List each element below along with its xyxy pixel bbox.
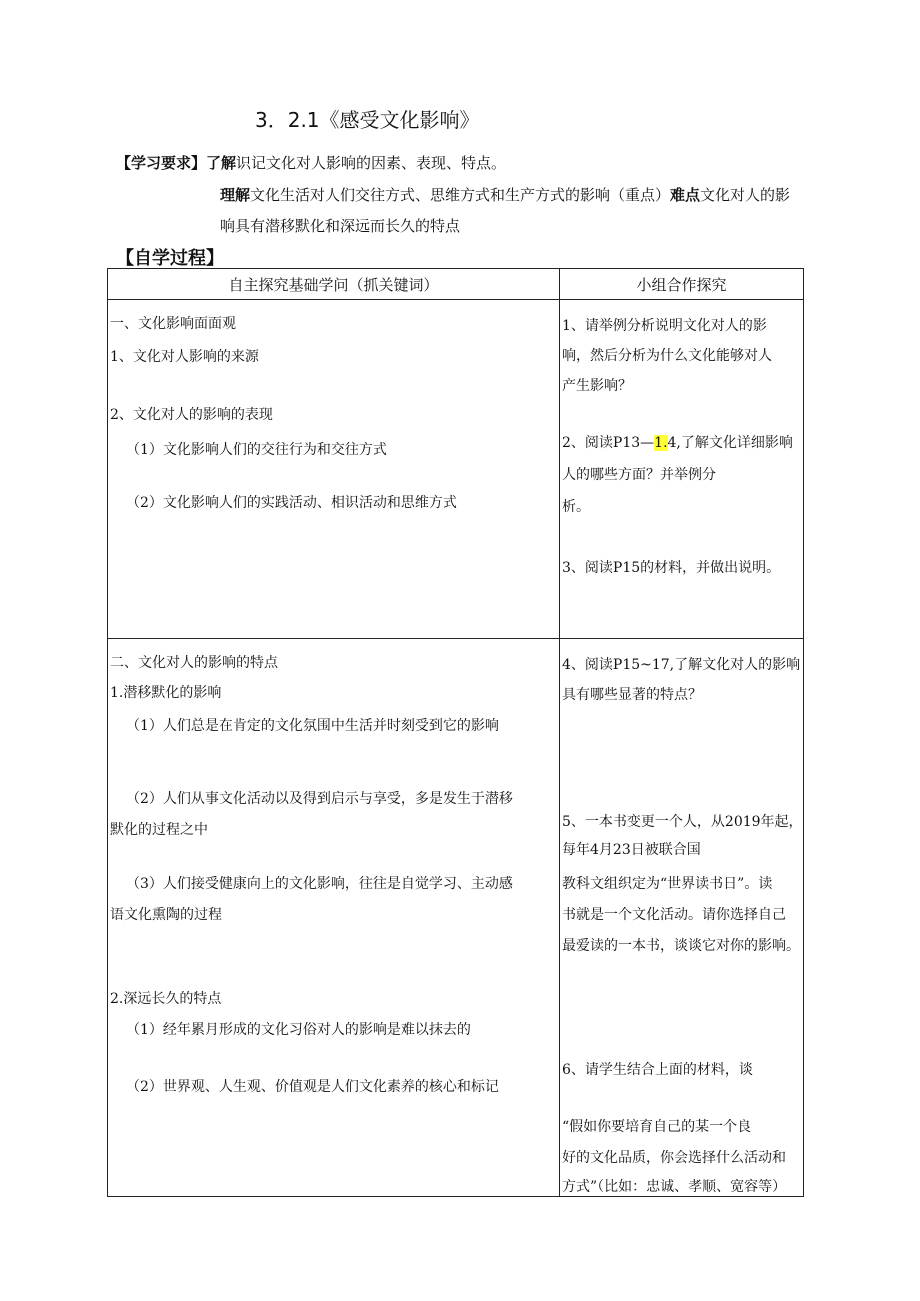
- table-row: [108, 300, 804, 639]
- req-line2-text: 文化生活对人们交往方式、思维方式和生产方式的影响（重点）: [250, 186, 671, 204]
- row2-right-cell: [560, 639, 804, 1197]
- row2-left-cell: [108, 639, 560, 1197]
- q1-line: 响，然后分析为什么文化能够对人: [562, 348, 772, 364]
- q1-line: 产生影响？: [562, 378, 632, 394]
- q2-post: 4,了解文化详细影响: [667, 435, 793, 451]
- row2-left-line: （3）人们接受健康向上的文化影响，往往是自觉学习、主动感: [126, 876, 513, 892]
- row2-left-line: 默化的过程之中: [110, 822, 208, 838]
- row2-left-line: （1）人们总是在肯定的文化氛围中生活并时刻受到它的影响: [126, 718, 499, 734]
- row2-right-line: 具有哪些显著的特点？: [562, 687, 702, 703]
- req-line1-text: 识记文化对人影响的因素、表现、特点。: [236, 154, 507, 172]
- table-row: [108, 639, 804, 1197]
- row1-left-line: 2、文化对人的影响的表现: [110, 407, 273, 423]
- q3-line: 3、阅读P15的材料，并做出说明。: [562, 560, 781, 576]
- section-title: 【自学过程】: [116, 248, 224, 269]
- study-table: [107, 268, 804, 1197]
- page-title: 3．2.1《感受文化影响》: [255, 108, 480, 132]
- row2-right-line: 5、一本书变更一个人，从2019年起，: [562, 814, 803, 830]
- col1-header: 自主探究基础学问（抓关键词）: [108, 269, 560, 300]
- row2-right-line: 4、阅读P15~17,了解文化对人的影响: [562, 657, 801, 673]
- requirements-line-2: [220, 184, 790, 205]
- highlighted-text: 1.: [654, 435, 668, 451]
- requirements-line-3: 响具有潜移默化和深远而长久的特点: [220, 217, 461, 235]
- req-difficulty-label: 难点: [670, 186, 701, 204]
- requirements-label: 【学习要求】: [116, 154, 207, 172]
- row1-left-line: 1、文化对人影响的来源: [110, 349, 259, 365]
- col2-header: 小组合作探究: [560, 269, 804, 300]
- row1-right-cell: [560, 300, 804, 639]
- req-line2-text-b: 文化对人的影: [700, 186, 791, 204]
- row2-left-line: 1.潜移默化的影响: [110, 685, 222, 701]
- row2-left-line: （1）经年累月形成的文化习俗对人的影响是难以抹去的: [126, 1022, 471, 1038]
- q2-line: 人的哪些方面？并举例分: [562, 467, 716, 483]
- row2-right-line: “假如你要培育自己的某一个良: [562, 1119, 752, 1135]
- row2-left-line: （2）人们从事文化活动以及得到启示与享受，多是发生于潜移: [126, 791, 513, 807]
- requirements-line-1: [116, 152, 506, 173]
- table-header-row: [108, 269, 804, 300]
- row2-right-line: 书就是一个文化活动。请你选择自己: [562, 907, 786, 923]
- row2-left-line: （2）世界观、人生观、价值观是人们文化素养的核心和标记: [126, 1079, 499, 1095]
- row1-left-line: （2）文化影响人们的实践活动、相识活动和思维方式: [126, 495, 457, 511]
- q2-line: [562, 432, 793, 452]
- row2-right-line: 好的文化品质，你会选择什么活动和: [562, 1150, 786, 1166]
- row2-right-line: 教科文组织定为“世界读书日”。读: [562, 876, 773, 892]
- req-comprehend-label: 理解: [220, 186, 251, 204]
- row2-right-line: 方式”（比如：忠诚、孝顺、宽容等）: [562, 1179, 787, 1195]
- q2-pre: 2、阅读P13—: [562, 435, 655, 451]
- row2-right-line: 6、请学生结合上面的材料，谈: [562, 1062, 753, 1078]
- row2-left-line: 2.深远长久的特点: [110, 991, 222, 1007]
- q2-line: 析。: [562, 499, 590, 515]
- row2-right-line: 最爱读的一本书，谈谈它对你的影响。: [562, 938, 800, 954]
- row2-left-line: 语文化熏陶的过程: [110, 907, 222, 923]
- q1-line: 1、请举例分析说明文化对人的影: [562, 318, 767, 334]
- row2-left-line: 二、文化对人的影响的特点: [110, 655, 278, 671]
- row1-left-line: （1）文化影响人们的交往行为和交往方式: [126, 442, 387, 458]
- row2-right-line: 每年4月23日被联合国: [562, 842, 701, 858]
- row1-left-cell: [108, 300, 560, 639]
- row1-left-line: 一、文化影响面面观: [110, 316, 236, 332]
- req-understand-label: 了解: [206, 154, 237, 172]
